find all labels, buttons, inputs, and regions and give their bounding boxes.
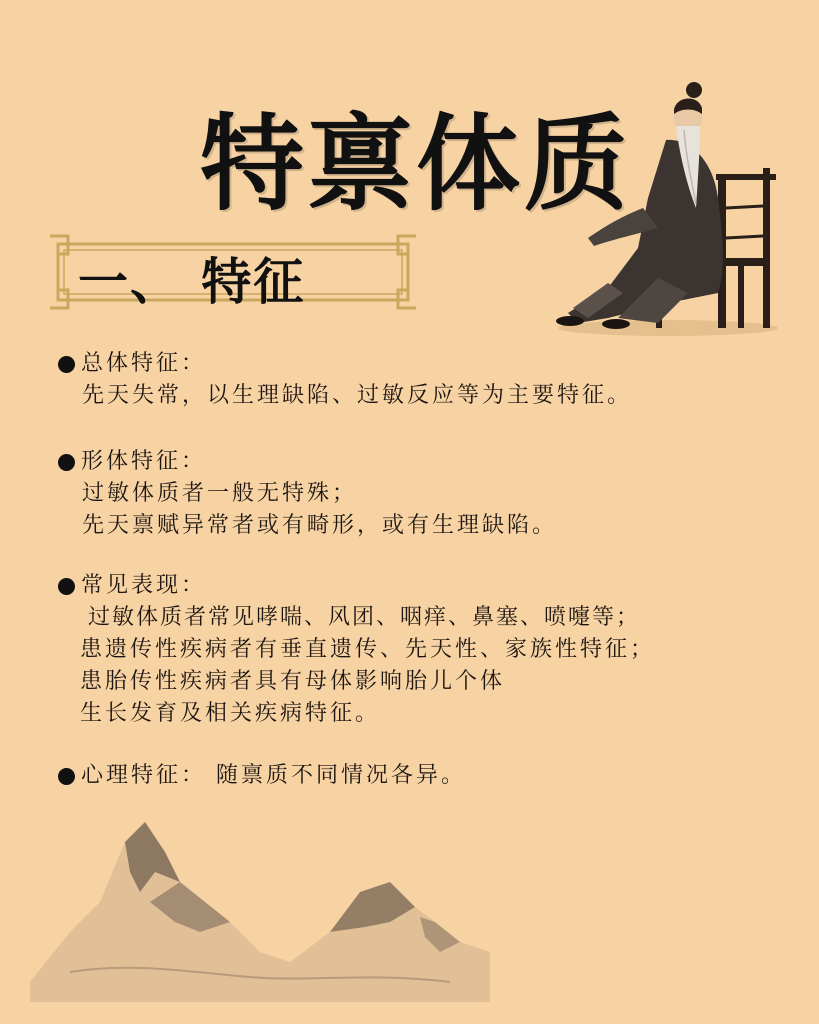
item-line: 患胎传性疾病者具有母体影响胎儿个体 xyxy=(80,669,506,694)
item-psychology xyxy=(58,760,466,792)
item-line: 患遗传性疾病者有垂直遗传、先天性、家族性特征； xyxy=(80,637,656,662)
page-title: 特禀体质 xyxy=(200,102,633,225)
mountain-illustration xyxy=(30,812,490,1002)
bullet-icon xyxy=(58,454,75,471)
item-label: 常见表现： xyxy=(81,573,207,598)
item-line: 过敏体质者常见哮喘、风团、咽痒、鼻塞、喷嚏等； xyxy=(88,605,641,630)
item-label: 形体特征： xyxy=(81,449,207,474)
bullet-icon xyxy=(58,356,75,373)
item-line: 先天禀赋异常者或有畸形，或有生理缺陷。 xyxy=(82,513,558,538)
bullet-icon xyxy=(58,768,75,785)
item-line: 先天失常，以生理缺陷、过敏反应等为主要特征。 xyxy=(82,383,633,408)
item-line: 过敏体质者一般无特殊； xyxy=(82,481,358,506)
item-overall xyxy=(58,348,632,412)
item-inline-text: 随禀质不同情况各异。 xyxy=(216,763,467,788)
item-common-signs xyxy=(58,570,655,730)
sage-illustration xyxy=(548,78,788,340)
bullet-icon xyxy=(58,578,75,595)
section-heading: 一、 特征 xyxy=(78,252,306,311)
item-line: 生长发育及相关疾病特征。 xyxy=(80,701,381,726)
item-label: 总体特征： xyxy=(81,351,207,376)
item-body-shape xyxy=(58,446,557,542)
item-label: 心理特征： xyxy=(81,763,207,788)
